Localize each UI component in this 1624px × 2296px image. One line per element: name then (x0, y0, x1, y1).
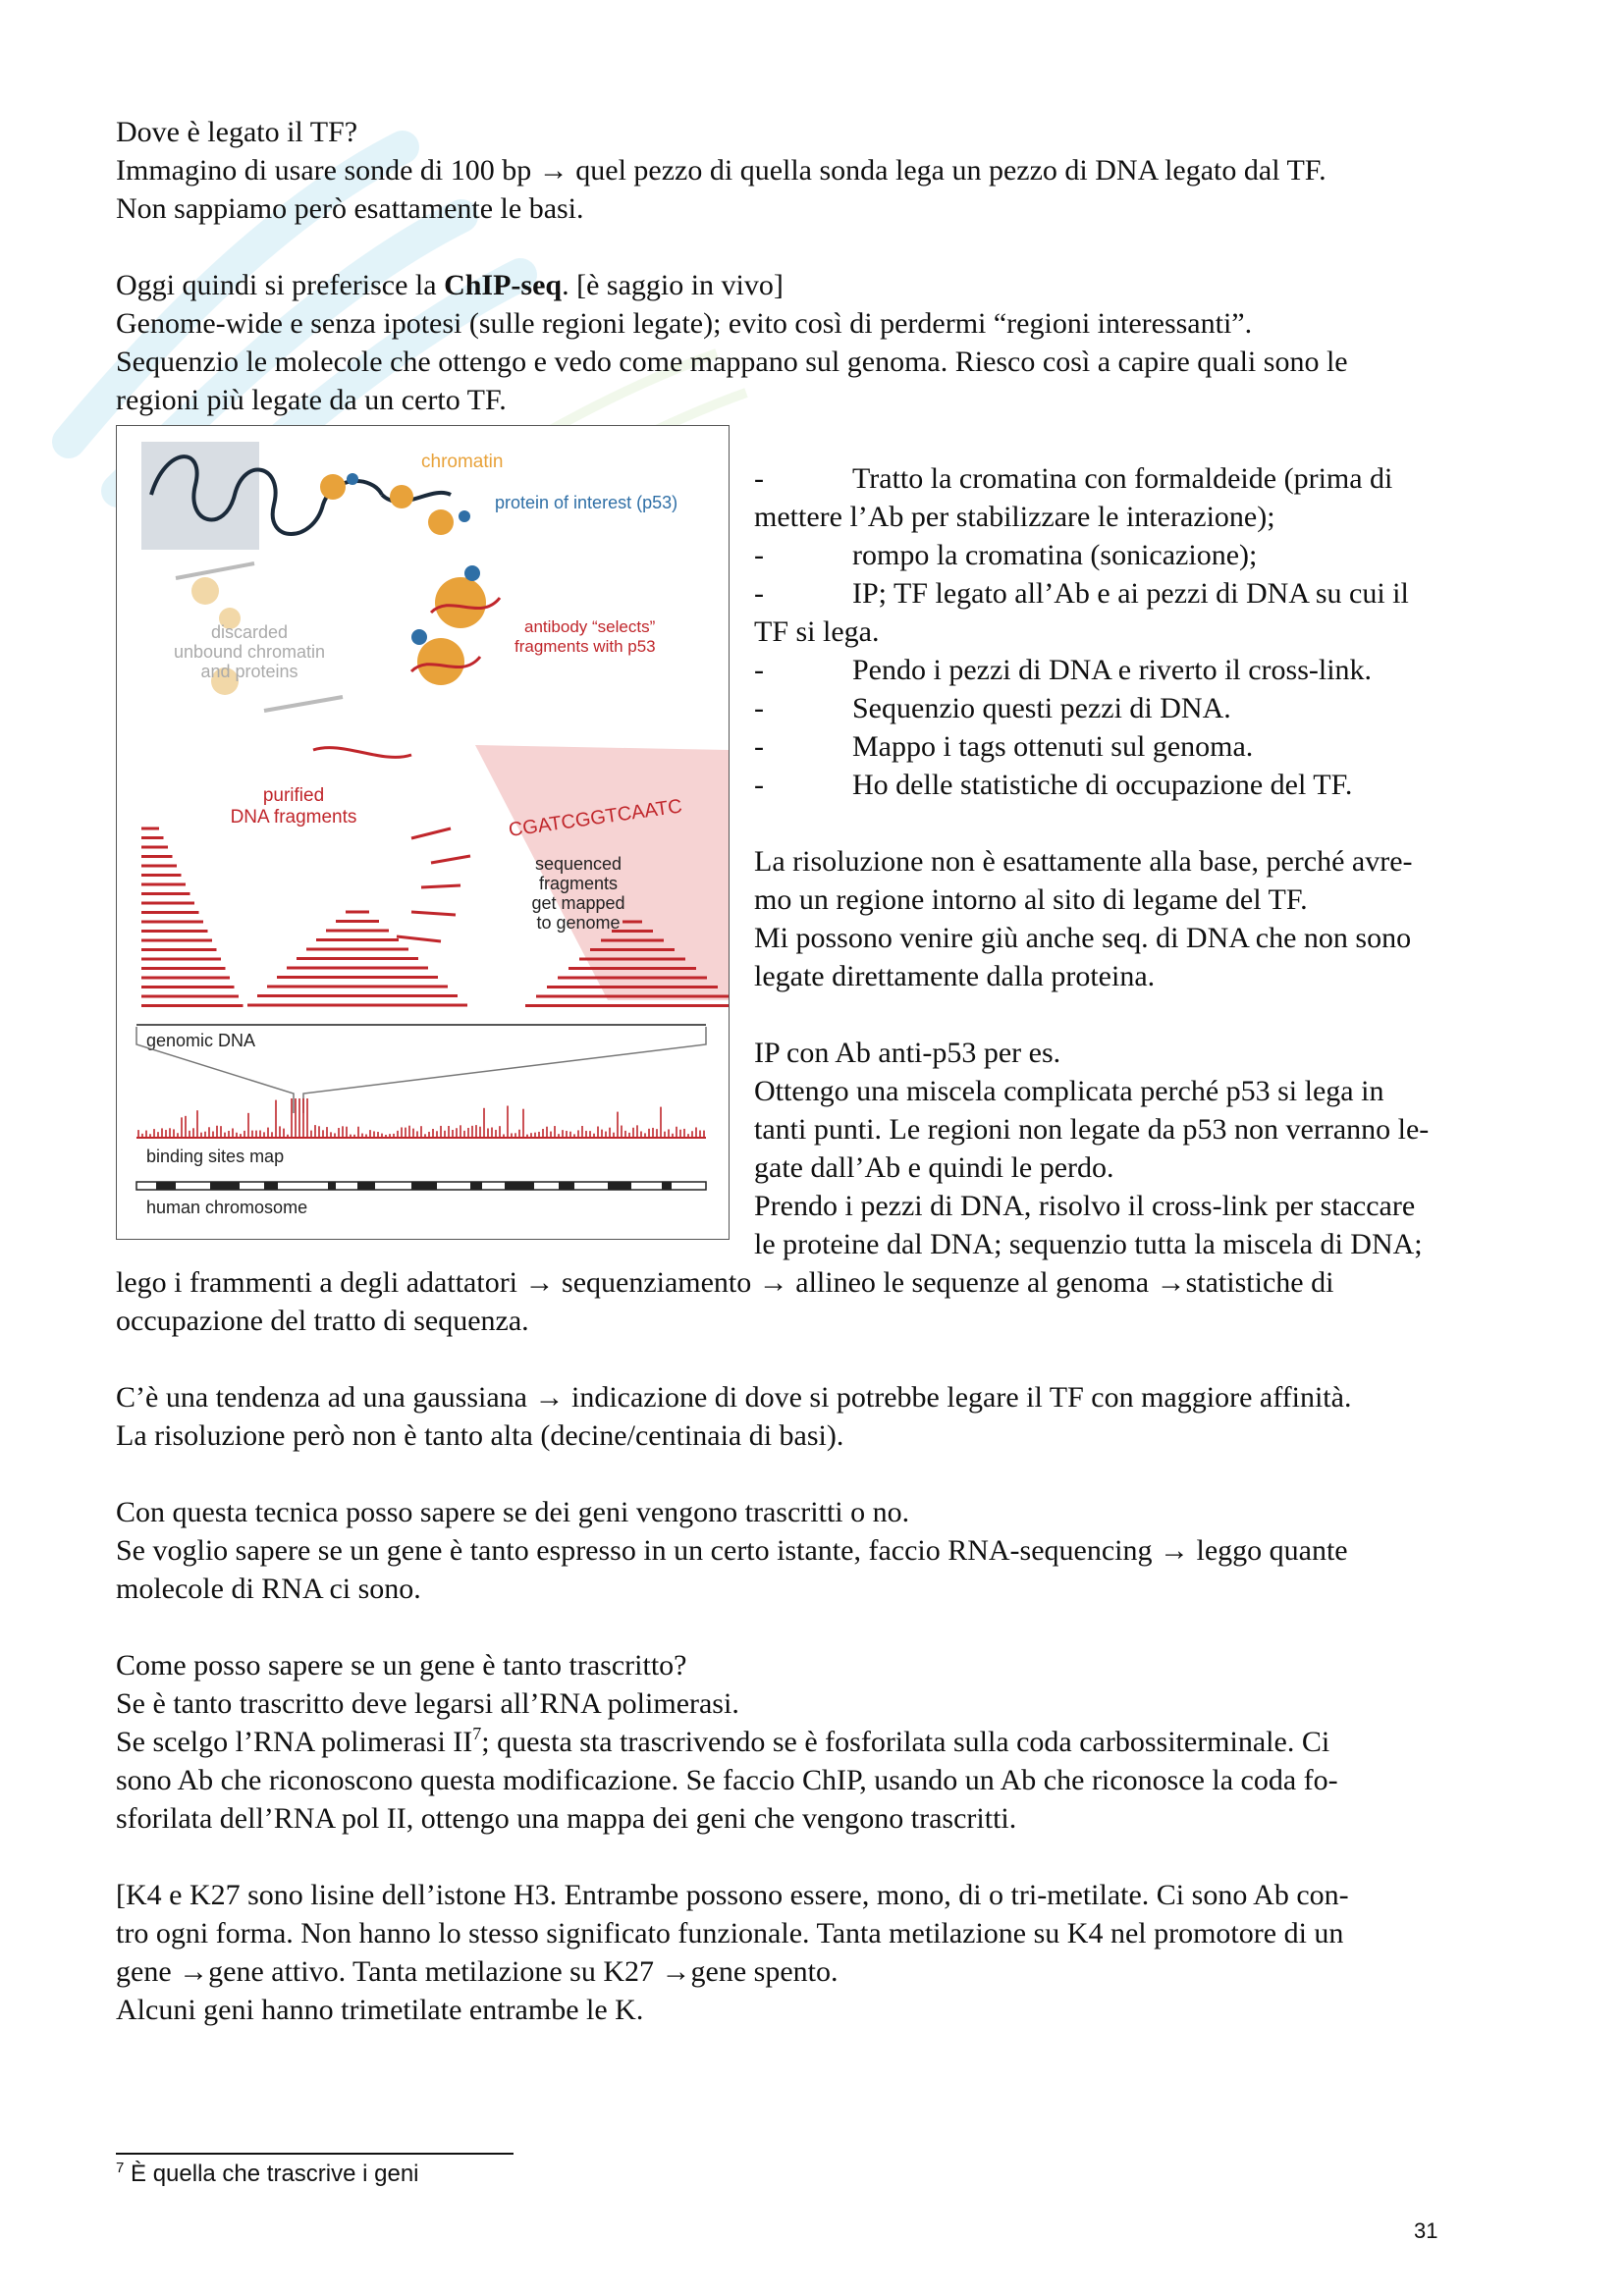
trascritto-post: ; questa sta trascrivendo se è fosforilata sulla coda carbossiterminale. Ci (481, 1726, 1330, 1758)
chipseq-pre: Oggi quindi si preferisce la (116, 269, 445, 301)
chipseq-line: Sequenzio le molecole che ottengo e vedo come mappano sul genoma. Riesco così a capire quali sono le (116, 346, 1348, 378)
istoni-line: [K4 e K27 sono lisine dell’istone H3. Entrambe possono essere, mono, di o tri-metilate. Ci sono Ab con- (116, 1879, 1349, 1911)
chromosome-band (608, 1182, 631, 1190)
ip-line: lego i frammenti a degli adattatori → sequenziamento → allineo le sequenze al genoma →statistiche di (116, 1266, 1334, 1299)
selected-nucleosome (417, 638, 464, 685)
chromosome-band (470, 1182, 482, 1190)
resolution-line: Mi possono venire giù anche seq. di DNA che non sono (754, 922, 1412, 954)
label-discarded: unbound chromatin (173, 642, 326, 662)
ip-line: IP con Ab anti-p53 per es. (754, 1037, 1061, 1069)
footnote-divider (116, 2153, 514, 2155)
chipseq-paragraph (116, 266, 1510, 419)
chromosome-band (264, 1182, 278, 1190)
chromosome-band (559, 1182, 574, 1190)
label-genomic-dna: genomic DNA (146, 1031, 256, 1050)
step-dash: - (754, 577, 764, 610)
istoni-line: Alcuni geni hanno trimetilate entrambe le K. (116, 1994, 644, 2026)
ip-line: gate dall’Ab e quindi le perdo. (754, 1151, 1114, 1184)
read-fragment (397, 936, 441, 941)
istoni-paragraph (116, 1876, 1510, 2029)
step-dash: - (754, 462, 764, 495)
footnote-number: 7 (116, 2160, 125, 2176)
footnote (116, 2160, 419, 2189)
trascritto-pre: Se scelgo l’RNA polimerasi II (116, 1726, 473, 1758)
ip-paragraph-right (754, 1034, 1510, 1263)
tecnica-line: molecole di RNA ci sono. (116, 1573, 421, 1605)
ip-line: Prendo i pezzi di DNA, risolvo il cross-link per staccare (754, 1190, 1416, 1222)
chromatin-backdrop (141, 442, 259, 550)
ip-line: le proteine dal DNA; sequenzio tutta la miscela di DNA; (754, 1228, 1423, 1260)
step-item (754, 536, 1510, 574)
step-dash: - (754, 769, 764, 801)
step-text: mettere l’Ab per stabilizzare le interazione); (754, 501, 1275, 533)
read-stack-center (247, 912, 467, 1005)
step-text: Ho delle statistiche di occupazione del TF. (852, 769, 1353, 801)
step-item (754, 459, 1510, 498)
label-antibody: antibody “selects” (524, 617, 656, 636)
label-chromatin: chromatin (421, 452, 504, 472)
page-number: 31 (1414, 2218, 1438, 2243)
label-discarded: discarded (210, 622, 289, 642)
label-sequenced: get mapped (531, 893, 625, 913)
step-dash: - (754, 730, 764, 763)
nucleosome (428, 509, 454, 535)
step-text: TF si lega. (754, 615, 880, 648)
step-item (754, 651, 1510, 689)
read-fragment (431, 856, 470, 863)
label-sequenced: sequenced (534, 854, 623, 874)
chipseq-post: . [è saggio in vivo] (562, 269, 784, 301)
read-fragment (411, 828, 451, 838)
chipseq-bold-term: ChIP-seq (444, 269, 563, 301)
step-dash: - (754, 654, 764, 686)
trascritto-line (116, 1723, 1510, 1761)
nucleosome (320, 474, 346, 500)
label-sequenced: to genome (536, 913, 621, 933)
discard-arrow (176, 563, 254, 578)
read-fragment (411, 912, 456, 915)
tecnica-line: Con questa tecnica posso sapere se dei geni vengono trascritti o no. (116, 1496, 910, 1528)
chromosome-band (411, 1182, 437, 1190)
chipseq-line (116, 266, 1510, 304)
intro-line: Immagino di usare sonde di 100 bp → quel pezzo di quella sonda lega un pezzo di DNA legato dal TF. (116, 154, 1326, 187)
label-sequenced: fragments (538, 874, 619, 893)
tecnica-line: Se voglio sapere se un gene è tanto espresso in un certo istante, faccio RNA-sequencing → leggo quante (116, 1534, 1348, 1567)
resolution-line: mo un regione intorno al sito di legame del TF. (754, 883, 1308, 916)
label-human-chromosome: human chromosome (146, 1198, 308, 1217)
antibody (464, 565, 480, 581)
step-text: Sequenzio questi pezzi di DNA. (852, 692, 1231, 724)
chipseq-line: regioni più legate da un certo TF. (116, 384, 507, 416)
zoom-bracket (303, 1027, 706, 1113)
antibody (411, 629, 427, 645)
trascritto-line: sono Ab che riconoscono questa modificazione. Se faccio ChIP, usando un Ab che riconosce la coda fo- (116, 1764, 1338, 1796)
chromosome-band (328, 1182, 336, 1190)
istoni-line: tro ogni forma. Non hanno lo stesso significato funzionale. Tanta metilazione su K4 nel promotore di un (116, 1917, 1344, 1949)
chipseq-diagram (117, 426, 729, 1239)
trascritto-line: Come posso sapere se un gene è tanto trascritto? (116, 1649, 687, 1682)
ip-line: occupazione del tratto di sequenza. (116, 1305, 529, 1337)
step-text: IP; TF legato all’Ab e ai pezzi di DNA su cui il (852, 577, 1409, 610)
chromosome-band (662, 1182, 672, 1190)
chromosome-band (156, 1182, 176, 1190)
chipseq-line: Genome-wide e senza ipotesi (sulle regioni legate); evito così di perdermi “regioni interessanti”. (116, 307, 1253, 340)
ip-line: Ottengo una miscela complicata perché p53 si lega in (754, 1075, 1384, 1107)
step-item (754, 766, 1510, 804)
trascritto-paragraph (116, 1646, 1510, 1838)
label-antibody: fragments with p53 (514, 637, 656, 656)
step-dash: - (754, 692, 764, 724)
read-fragment (421, 885, 460, 887)
label-sequence: CGATCGGTCAATC (507, 795, 684, 841)
step-item (754, 689, 1510, 727)
p53-protein (459, 510, 470, 522)
label-binding-sites-map: binding sites map (146, 1147, 285, 1166)
tecnica-paragraph (116, 1493, 1510, 1608)
gauss-line: La risoluzione però non è tanto alta (decine/centinaia di basi). (116, 1419, 844, 1452)
step-text: Tratto la cromatina con formaldeide (prima di (852, 462, 1393, 495)
resolution-paragraph (754, 842, 1510, 995)
step-text: Mappo i tags ottenuti sul genoma. (852, 730, 1254, 763)
p53-protein (347, 473, 358, 485)
procedure-steps (754, 459, 1510, 804)
step-text: rompo la cromatina (sonicazione); (852, 539, 1258, 571)
istoni-line: gene →gene attivo. Tanta metilazione su K27 →gene spento. (116, 1955, 839, 1988)
chipseq-figure (116, 425, 730, 1240)
purified-fragment (313, 748, 411, 758)
gauss-line: C’è una tendenza ad una gaussiana → indicazione di dove si potrebbe legare il TF con maggiore affinità. (116, 1381, 1352, 1414)
nucleosome (390, 485, 413, 508)
binding-peaks (138, 1098, 704, 1138)
chromosome-band (505, 1182, 534, 1190)
ip-line: tanti punti. Le regioni non legate da p53 non verranno le- (754, 1113, 1430, 1146)
gauss-paragraph (116, 1378, 1510, 1455)
step-item (754, 727, 1510, 766)
resolution-line: La risoluzione non è esattamente alla base, perché avre- (754, 845, 1413, 878)
read-stack-tail (397, 828, 470, 941)
label-purified: DNA fragments (230, 807, 357, 828)
discarded-nucleosome (191, 577, 219, 605)
chromosome-band (357, 1182, 375, 1190)
label-discarded: and proteins (200, 662, 298, 681)
step-item (754, 574, 1510, 613)
ip-paragraph-full (116, 1263, 1510, 1340)
trascritto-line: Se è tanto trascritto deve legarsi all’RNA polimerasi. (116, 1687, 739, 1720)
label-protein-of-interest: protein of interest (p53) (495, 493, 678, 512)
intro-line: Dove è legato il TF? (116, 116, 358, 148)
intro-paragraph (116, 113, 1510, 228)
trascritto-line: sforilata dell’RNA pol II, ottengo una mappa dei geni che vengono trascritti. (116, 1802, 1017, 1835)
step-dash: - (754, 539, 764, 571)
label-purified: purified (262, 785, 325, 806)
read-stack-left (141, 828, 244, 1006)
resolution-line: legate direttamente dalla proteina. (754, 960, 1156, 992)
step-item (754, 498, 1510, 536)
intro-line: Non sappiamo però esattamente le basi. (116, 192, 584, 225)
step-text: Pendo i pezzi di DNA e riverto il cross-link. (852, 654, 1373, 686)
chromosome-band (210, 1182, 240, 1190)
footnote-text: È quella che trascrive i geni (131, 2161, 419, 2187)
footnote-ref: 7 (472, 1724, 482, 1743)
step-item (754, 613, 1510, 651)
discard-arrow (264, 697, 343, 711)
selected-nucleosome (435, 577, 486, 628)
